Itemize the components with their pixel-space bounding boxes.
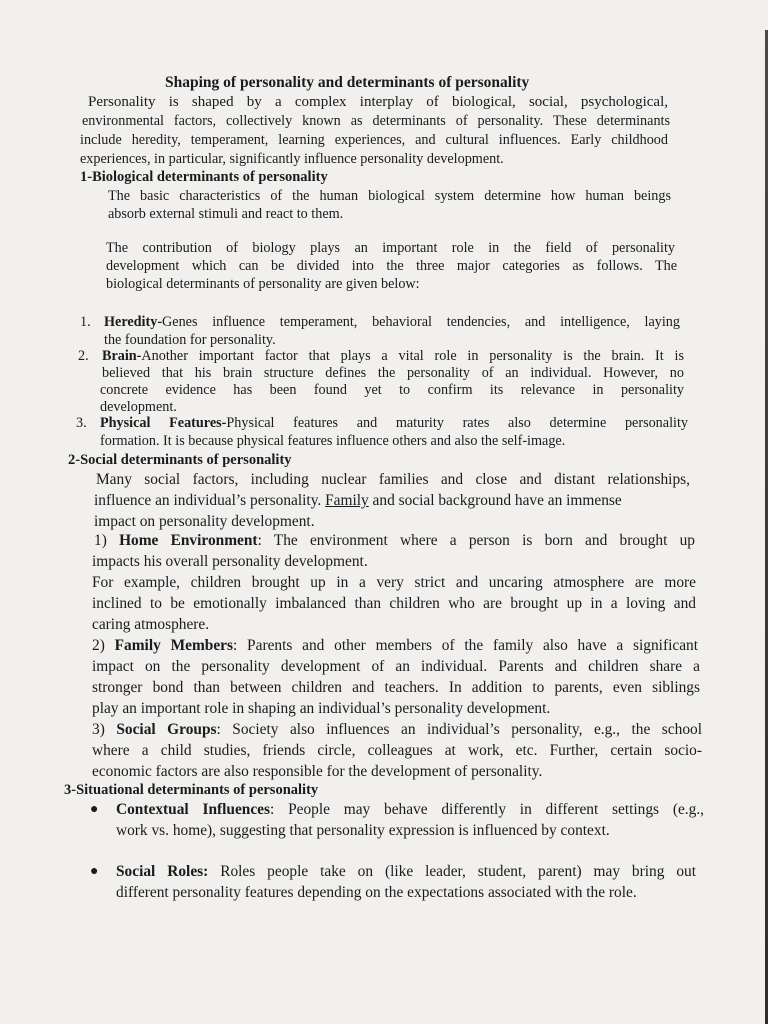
bio-item-2-term: Brain- xyxy=(102,348,142,364)
social-groups-term: Social Groups xyxy=(116,721,217,738)
home-env-line-3: For example, children brought up in a very strict and uncaring atmosphere are more xyxy=(92,574,696,591)
social-p1-line-1: Many social factors, including nuclear families and close and distant relationships, xyxy=(96,471,690,488)
bio-p2-line-2: development which can be divided into the three major categories as follows. The xyxy=(106,258,677,274)
situational-item-2-line-2: different personality features depending on the expectations associated with the role. xyxy=(116,884,637,901)
situational-item-1-line-1: Contextual Influences: People may behave differently in different settings (e.g., xyxy=(116,801,705,818)
intro-line-1: Personality is shaped by a complex interplay of biological, social, psychological, xyxy=(88,94,668,110)
home-env-line-2: impacts his overall personality development. xyxy=(92,553,368,570)
family-members-line-2: impact on the personality development of an individual. Parents and children share a xyxy=(92,658,700,675)
bio-item-3-term: Physical Features- xyxy=(100,415,227,431)
bio-item-1-number: 1. xyxy=(80,314,91,330)
home-env-line-5: caring atmosphere. xyxy=(92,616,210,633)
social-groups-line-3: economic factors are also responsible for the development of personality. xyxy=(92,763,543,780)
family-members-line-1: 2) Family Members: Parents and other members of the family also have a significant xyxy=(92,637,698,654)
family-members-line-3: stronger bond than between children and teachers. In addition to parents, even siblings xyxy=(92,679,700,696)
bio-item-1-term: Heredity- xyxy=(104,314,163,330)
social-roles-term: Social Roles: xyxy=(116,863,209,880)
bio-p1-line-1: The basic characteristics of the human biological system determine how human beings xyxy=(108,188,671,204)
social-groups-line-2: where a child studies, friends circle, colleagues at work, etc. Further, certain socio- xyxy=(92,742,702,759)
bullet-icon: ● xyxy=(90,802,99,817)
bio-item-3-line-1: Physical Features-Physical features and maturity rates also determine personality xyxy=(100,415,688,431)
intro-line-2: environmental factors, collectively known as determinants of personality. These determinants xyxy=(82,113,670,129)
section-heading-biological: 1-Biological determinants of personality xyxy=(80,169,328,185)
bio-item-2-line-4: development. xyxy=(100,399,177,415)
bio-item-2-number: 2. xyxy=(78,348,89,364)
home-env-line-4: inclined to be emotionally imbalanced than children who are brought up in a loving and xyxy=(92,595,696,612)
home-env-term: Home Environment xyxy=(119,532,258,549)
bio-p2-line-3: biological determinants of personality are given below: xyxy=(106,276,420,292)
situational-item-1-line-2: work vs. home), suggesting that personality expression is influenced by context. xyxy=(116,822,610,839)
bio-item-3-number: 3. xyxy=(76,415,87,431)
family-members-term: Family Members xyxy=(114,637,233,654)
situational-item-2-line-1: Social Roles: Roles people take on (like leader, student, parent) may bring out xyxy=(116,863,696,880)
page-title: Shaping of personality and determinants of personality xyxy=(165,74,530,91)
bio-item-3-line-2: formation. It is because physical features influence others and also the self-image. xyxy=(100,433,566,449)
bio-p2-line-1: The contribution of biology plays an important role in the field of personality xyxy=(106,240,675,256)
bio-item-2-line-3: concrete evidence has been found yet to confirm its relevance in personality xyxy=(100,382,684,398)
bullet-icon: ● xyxy=(90,864,99,879)
contextual-influences-term: Contextual Influences xyxy=(116,801,271,818)
family-members-line-4: play an important role in shaping an individual’s personality development. xyxy=(92,700,551,717)
intro-line-3: include heredity, temperament, learning experiences, and cultural influences. Early childhood xyxy=(80,132,668,148)
social-p1-line-3: impact on personality development. xyxy=(94,513,315,530)
bio-item-1-line-2: the foundation for personality. xyxy=(104,332,276,348)
section-heading-situational: 3-Situational determinants of personality xyxy=(64,782,319,798)
bio-item-1-line-1: Heredity-Genes influence temperament, behavioral tendencies, and intelligence, laying xyxy=(104,314,680,330)
bio-p1-line-2: absorb external stimuli and react to them. xyxy=(108,206,344,222)
family-underlined-word: Family xyxy=(325,492,369,509)
social-p1-line-2: influence an individual’s personality. Family and social background have an immense xyxy=(94,492,622,509)
bio-item-2-line-1: Brain-Another important factor that plays a vital role in personality is the brain. It is xyxy=(102,348,684,364)
bio-item-2-line-2: believed that his brain structure defines the personality of an individual. However, no xyxy=(102,365,684,381)
social-groups-line-1: 3) Social Groups: Society also influences an individual’s personality, e.g., the school xyxy=(92,721,702,738)
intro-line-4: experiences, in particular, significantly influence personality development. xyxy=(80,151,504,167)
home-env-line-1: 1) Home Environment: The environment where a person is born and brought up xyxy=(94,532,695,549)
section-heading-social: 2-Social determinants of personality xyxy=(68,452,292,468)
